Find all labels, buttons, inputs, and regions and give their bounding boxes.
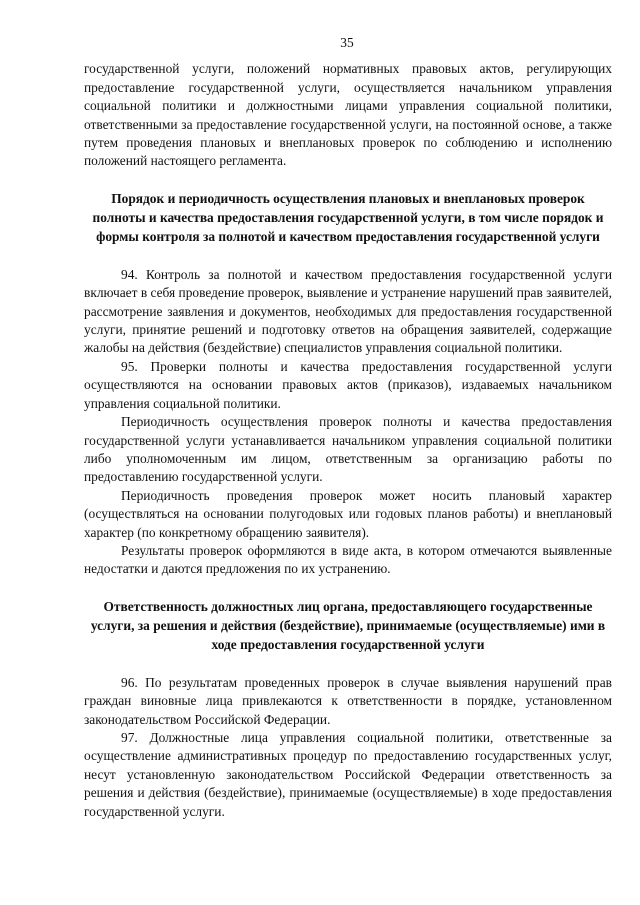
paragraph-95: 95. Проверки полноты и качества предоставления государственной услуги осуществляются на основании правовых актов (приказов), издаваемых начальником управления социальной политики. — [84, 358, 612, 411]
paragraph-periodicity-type: Периодичность проведения проверок может носить плановый характер (осуществляться на основании полугодовых или годовых планов работы) и внеплановый характер (по конкретному обращению заявителя). — [84, 487, 612, 540]
paragraph-results: Результаты проверок оформляются в виде акта, в котором отмечаются выявленные недостатки и даются предложения по их устранению. — [84, 542, 612, 577]
paragraph-periodicity-set: Периодичность осуществления проверок полноты и качества предоставления государственной услуги устанавливается начальником управления социальной политики либо уполномоченным им лицом, ответственным за организацию работы по предоставлению государственной услуги. — [84, 414, 612, 485]
page-number: 35 — [340, 35, 354, 50]
section-heading-responsibility: Ответственность должностных лиц органа, предоставляющего государственные услуги, за решения и действия (бездействие), принимаемые (осуществляемые) ими в ходе предоставления государственной услуги — [90, 598, 606, 652]
section-heading-inspections: Порядок и периодичность осуществления плановых и внеплановых проверок полноты и качества предоставления государственной услуги, в том числе порядок и формы контроля за полнотой и качеством предоставления государственной услуги — [92, 190, 604, 244]
paragraph-97: 97. Должностные лица управления социальной политики, ответственные за осуществление административных процедур по предоставлению государственных услуг, несут установленную законодательством Российской Федерации ответственность за решения и действия (бездействие), принимаемые (осуществляемые) в ходе предоставления государственной услуги. — [84, 729, 612, 819]
paragraph-94: 94. Контроль за полнотой и качеством предоставления государственной услуги включает в себя проведение проверок, выявление и устранение нарушений прав заявителей, рассмотрение заявления и документов, необходимых для предоставления государственной услуги, принятие решений и подготовку ответов на обращения заявителей, содержащие жалобы на действия (бездействие) специалистов управления социальной политики. — [84, 266, 612, 356]
paragraph-96: 96. По результатам проведенных проверок в случае выявления нарушений прав граждан виновные лица привлекаются к ответственности в порядке, установленном законодательством Российской Федерации. — [84, 674, 612, 727]
intro-paragraph: государственной услуги, положений нормативных правовых актов, регулирующих предоставление государственной услуги, осуществляется начальником управления социальной политики и должностными лицами управления социальной политики, ответственными за предоставление государственной услуги, на постоянной основе, а также путем проведения плановых и внеплановых проверок по соблюдению и исполнению положений настоящего регламента. — [84, 61, 612, 169]
